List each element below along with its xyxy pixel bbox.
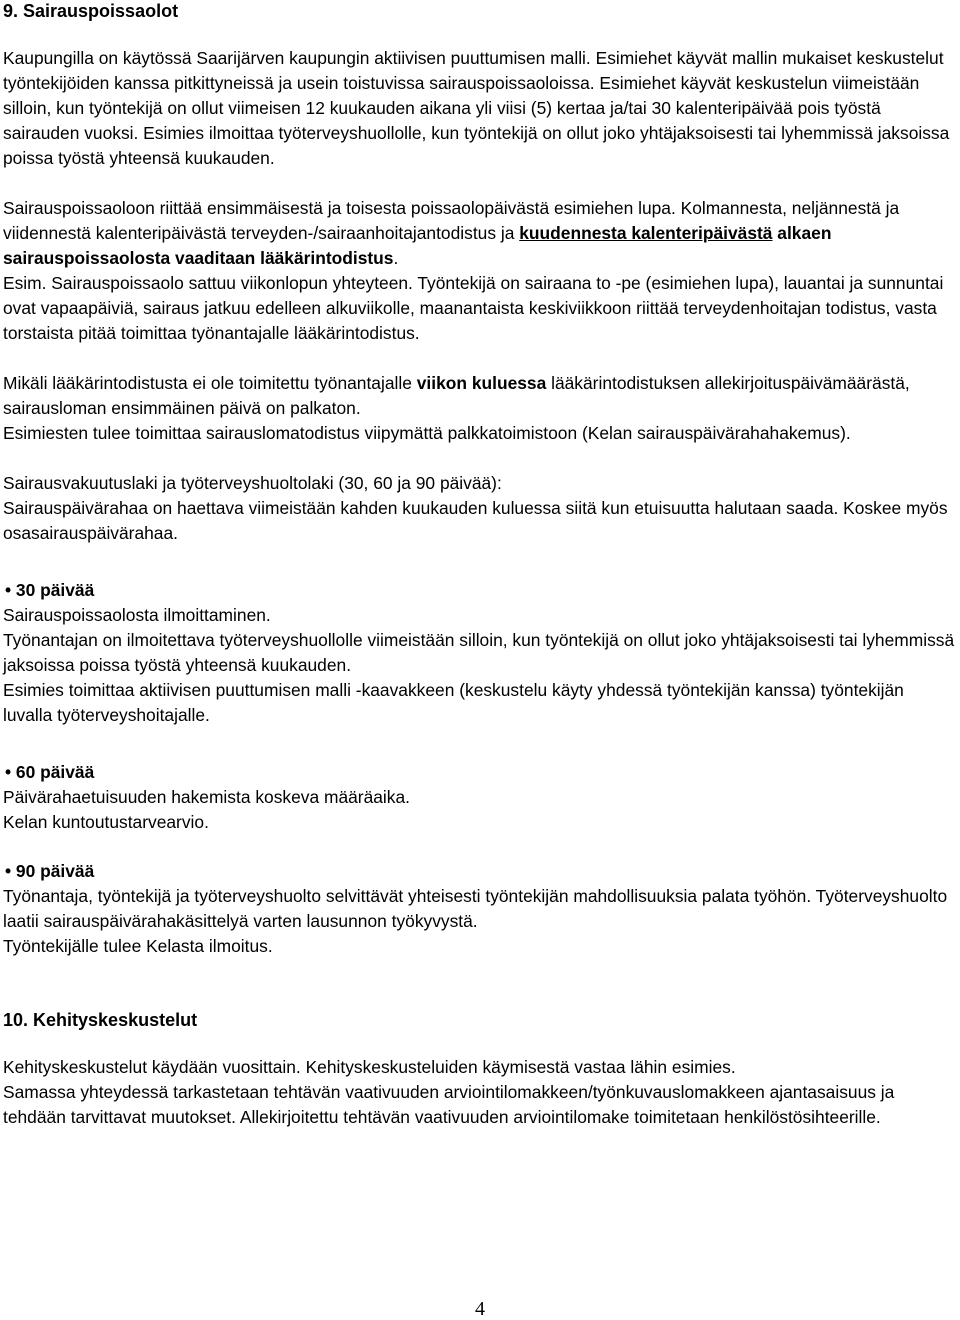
section-9-deadline: Mikäli lääkärintodistusta ei ole toimitettu työnantajalle viikon kuluessa lääkärintodistuksen allekirjoituspäivämäärästä, sairausloman ensimmäinen päivä on palkaton.: [3, 373, 910, 418]
bullet-30-line-1: Sairauspoissaolosta ilmoittaminen.: [3, 605, 271, 625]
section-9-law-heading: Sairausvakuutuslaki ja työterveyshuoltolaki (30, 60 ja 90 päivää):: [3, 473, 502, 493]
bullet-60-days: • 60 päivää: [5, 762, 95, 782]
bullet-60-line-1: Päivärahaetuisuuden hakemista koskeva määräaika.: [3, 787, 410, 807]
section-9-heading: 9. Sairauspoissaolot: [3, 1, 179, 21]
bullet-90-line-2: Työntekijälle tulee Kelasta ilmoitus.: [3, 936, 273, 956]
section-10-paragraph-2: Samassa yhteydessä tarkastetaan tehtävän vaativuuden arviointilomakkeen/työnkuvauslomakkeen ajantasaisuus ja tehdään tarvittavat muutokset. Allekirjoitettu tehtävän vaativuuden arviointilomake toimitetaan henkilöstösihteerille.: [3, 1082, 895, 1127]
bullet-90-days: • 90 päivää: [5, 861, 95, 881]
section-10-heading: 10. Kehityskeskustelut: [3, 1010, 198, 1030]
bullet-30-days: • 30 päivää: [5, 580, 95, 600]
section-9-intro: Kaupungilla on käytössä Saarijärven kaupungin aktiivisen puuttumisen malli. Esimiehet käyvät mallin mukaiset keskustelut työntekijöiden kanssa pitkittyneissä ja usein toistuvissa sairauspoissaoloissa. Esimiehet käyvät keskustelun viimeistään silloin, kun työntekijä on ollut viimeisen 12 kuukauden aikana yli viisi (5) kertaa ja/tai 30 kalenteripäivää pois työstä sairauden vuoksi. Esimies ilmoittaa työterveyshuollolle, kun työntekijä on ollut joko yhtäjaksoisesti tai lyhemmissä jaksoissa poissa työstä yhteensä kuukauden.: [3, 48, 950, 168]
section-9-example: Esim. Sairauspoissaolo sattuu viikonlopun yhteyteen. Työntekijä on sairaana to -pe (esimiehen lupa), lauantai ja sunnuntai ovat vapaapäiviä, sairaus jatkuu edelleen alkuviikolle, maanantaista keskiviikkoon riittää terveydenhoitajan todistus, vasta torstaista pitää toimittaa työnantajalle lääkärintodistus.: [3, 273, 944, 343]
section-10-paragraph-1: Kehityskeskustelut käydään vuosittain. Kehityskeskusteluiden käymisestä vastaa lähin esimies.: [3, 1057, 736, 1077]
one-week-emphasis: viikon kuluessa: [416, 373, 547, 393]
section-9-payroll: Esimiesten tulee toimittaa sairauslomatodistus viipymättä palkkatoimistoon (Kelan sairauspäivärahahakemus).: [3, 423, 851, 443]
bullet-30-line-3: Esimies toimittaa aktiivisen puuttumisen malli -kaavakkeen (keskustelu käyty yhdessä työntekijän kanssa) työntekijän luvalla työterveyshoitajalle.: [3, 680, 904, 725]
document-page: [3, 0, 955, 1130]
section-9-certificate-rules: Sairauspoissaoloon riittää ensimmäisestä ja toisesta poissaolopäivästä esimiehen lupa. Kolmannesta, neljännestä ja viidennestä kalenteripäivästä terveyden-/sairaanhoitajantodistus ja kuudennesta kalenteripäivästä alkaen sairauspoissaolosta vaaditaan lääkärintodistus.: [3, 198, 900, 268]
page-number: 4: [475, 1298, 485, 1320]
doctor-certificate-emphasis: alkaen sairauspoissaolosta vaaditaan lääkärintodistus: [3, 223, 832, 268]
certificate-rules-text: Sairauspoissaoloon riittää ensimmäisestä ja toisesta poissaolopäivästä esimiehen lupa. Kolmannesta, neljännestä ja viidennestä kalenteripäivästä terveyden-/sairaanhoitajantodistus ja: [3, 198, 900, 243]
sixth-day-emphasis: kuudennesta kalenteripäivästä: [519, 223, 773, 243]
section-9-daily-allowance: Sairauspäivärahaa on haettava viimeistään kahden kuukauden kuluessa siitä kun etuisuutta halutaan saada. Koskee myös osasairauspäivärahaa.: [3, 498, 948, 543]
bullet-30-line-2: Työnantajan on ilmoitettava työterveyshuollolle viimeistään silloin, kun työntekijä on ollut joko yhtäjaksoisesti tai lyhemmissä jaksoissa poissa työstä yhteensä kuukauden.: [3, 630, 955, 675]
bullet-60-line-2: Kelan kuntoutustarvearvio.: [3, 812, 209, 832]
bullet-90-line-1: Työnantaja, työntekijä ja työterveyshuolto selvittävät yhteisesti työntekijän mahdollisuuksia palata työhön. Työterveyshuolto laatii sairauspäivärahakäsittelyä varten lausunnon työkyvystä.: [3, 886, 948, 931]
